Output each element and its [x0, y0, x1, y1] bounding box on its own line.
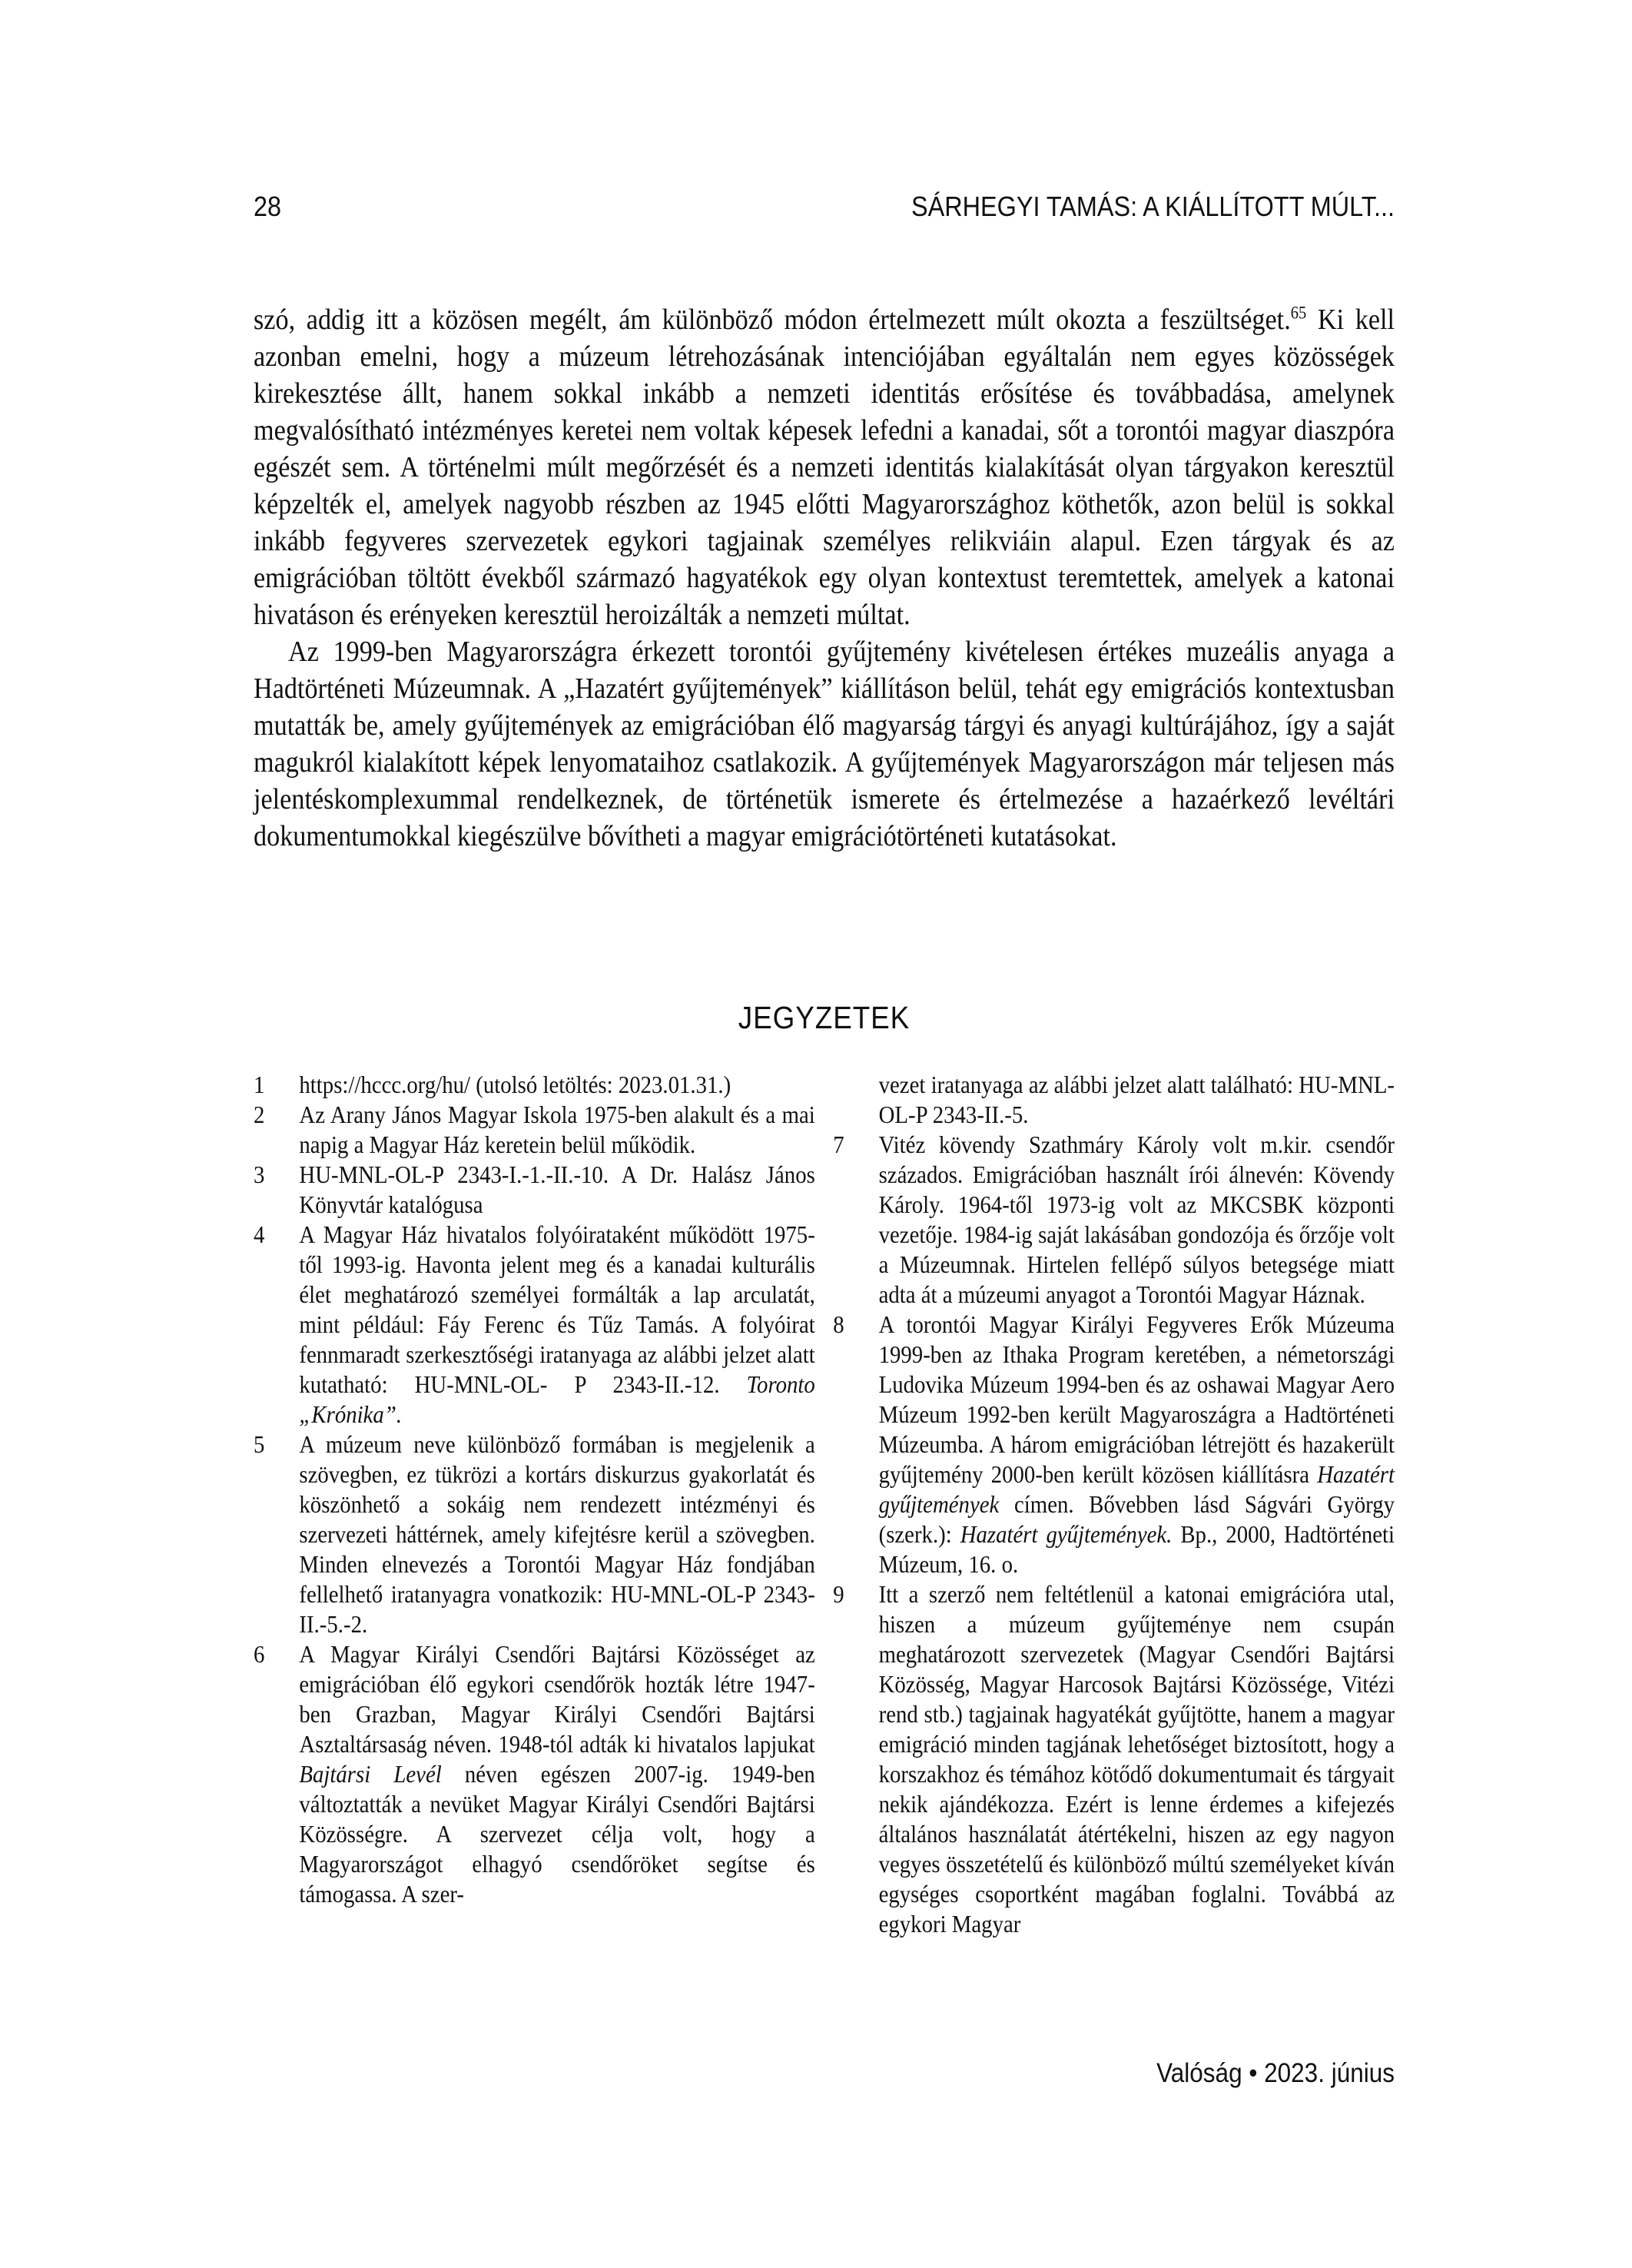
footnote-text: A múzeum neve különböző formában is megjelenik a szövegben, ez tükrözi a kortárs diskurzus gyakorlatát és köszönhető a sokáig nem rendezett intézményi és szervezeti háttérnek, amely kifejtésre kerül a szövegben. Minden elnevezés a Torontói Magyar Ház fondjában fellelhető iratanyagra vonatkozik: HU-MNL-OL-P 2343-II.-5.-2. — [299, 1430, 815, 1638]
notes-heading: JEGYZETEK — [738, 1000, 911, 1035]
footnote-number: 5 — [254, 1430, 265, 1458]
footnote-number: 9 — [833, 1580, 844, 1608]
footnote-text: Az Arany János Magyar Iskola 1975-ben alakult és a mai napig a Magyar Ház keretein belül működik. — [299, 1101, 815, 1158]
footnote-item — [833, 1070, 1395, 1130]
footnote-number: 7 — [833, 1131, 844, 1158]
italic-text-segment: Toronto „Krónika”. — [299, 1370, 815, 1428]
running-footer — [1156, 2058, 1395, 2089]
running-title: SÁRHEGYI TAMÁS: A KIÁLLÍTOTT MÚLT... — [911, 191, 1395, 222]
footnote-text: vezet iratanyaga az alábbi jelzet alatt található: HU-MNL-OL-P 2343-II.-5. — [878, 1071, 1395, 1128]
footnote-item — [254, 1160, 815, 1220]
footnote-item — [254, 1100, 815, 1160]
footnote-text: Itt a szerző nem feltétlenül a katonai emigrációra utal, hiszen a múzeum gyűjteménye nem csupán meghatározott szervezetek (Magyar Csendőri Bajtársi Közösség, Magyar Harcosok Bajtársi Közössége, Vitézi rend stb.) tagjainak hagyatékát gyűjtötte, hanem a magyar emigráció minden tagjának lehetőséget biztosított, hogy a korszakhoz és témához kötődő dokumentumait és tárgyait nekik ajándékozza. Ezért is lenne érdemes a kifejezés általános használatát átértékelni, hiszen az egy nagyon vegyes összetételű és különböző múltú személyeket kíván egységes csoportként magában foglalni. Továbbá az egykori Magyar — [878, 1580, 1395, 1938]
page-number: 28 — [254, 191, 282, 222]
footnote-item — [254, 1070, 815, 1100]
running-header — [254, 192, 1395, 221]
footnote-item — [833, 1310, 1395, 1579]
footnote-number: 3 — [254, 1161, 265, 1188]
article-body — [254, 301, 1395, 855]
notes-column-left — [254, 1070, 815, 1939]
footnote-text: https://hccc.org/hu/ (utolsó letöltés: 2023.01.31.) — [299, 1071, 731, 1098]
footnote-text: HU-MNL-OL-P 2343-I.-1.-II.-10. A Dr. Halász János Könyvtár katalógusa — [299, 1161, 815, 1218]
italic-text-segment: Hazatért gyűjtemények — [878, 1460, 1395, 1518]
footnote-number: 1 — [254, 1071, 265, 1098]
footnote-number: 4 — [254, 1220, 265, 1248]
footnote-text: A torontói Magyar Királyi Fegyveres Erők Múzeuma 1999-ben az Ithaka Program keretében, a németországi Ludovika Múzeum 1994-ben és az oshawai Magyar Aero Múzeum 1992-ben került Magyaroszágra a Hadtörténeti Múzeumba. A három emigrációban létrejött és hazakerült gyűjtemény 2000-ben került közösen kiállításra Hazatért gyűjtemények címen. Bővebben lásd Ságvári György (szerk.): Hazatért gyűjtemények. Bp., 2000, Hadtörténeti Múzeum, 16. o. — [878, 1310, 1395, 1578]
footnote-number: 8 — [833, 1310, 844, 1338]
body-paragraph: szó, addig itt a közösen megélt, ám különböző módon értelmezett múlt okozta a feszültséget.$^{65}$ Ki kell azonban emelni, hogy a múzeum létrehozásának intenciójában egyáltalán nem egyes közösségek kirekesztése állt, hanem sokkal inkább a nemzeti identitás erősítése és továbbadása, amelynek megvalósítható intézményes keretei nem voltak képesek lefedni a kanadai, sőt a torontói magyar diaszpóra egészét sem. A történelmi múlt megőrzését és a nemzeti identitás kialakítását olyan tárgyakon keresztül képzelték el, amelyek nagyobb részben az 1945 előtti Magyarországhoz köthetők, azon belül is sokkal inkább fegyveres szervezetek egykori tagjainak személyes relikviáin alapul. Ezen tárgyak és az emigrációban töltött évekből származó hagyatékok egy olyan kontextust teremtettek, amelyek a katonai hivatáson és erényeken keresztül heroizálták a nemzeti múltat. — [254, 303, 1395, 631]
footnote-item — [833, 1579, 1395, 1939]
italic-text-segment: Hazatért gyűjtemények. — [960, 1520, 1173, 1548]
italic-text-segment: Bajtársi Levél — [299, 1760, 442, 1788]
footnote-text: A Magyar Királyi Csendőri Bajtársi Közösséget az emigrációban élő egykori csendőrök hozták létre 1947-ben Grazban, Magyar Királyi Csendőri Bajtársi Asztaltársaság néven. 1948-tól adták ki hivatalos lapjukat Bajtársi Levél néven egészen 2007-ig. 1949-ben változtatták a nevüket Magyar Királyi Csendőri Bajtársi Közösségre. A szervezet célja volt, hogy a Magyarországot elhagyó csendőröket segítse és támogassa. A szer- — [299, 1640, 815, 1908]
footnote-item — [254, 1430, 815, 1639]
page-content — [254, 0, 1395, 2268]
notes-section — [254, 1070, 1395, 1939]
notes-column-right — [833, 1070, 1395, 1939]
footnote-reference: 65 — [1290, 303, 1307, 323]
footnote-text: Vitéz kövendy Szathmáry Károly volt m.kir. csendőr százados. Emigrációban használt írói álnevén: Kövendy Károly. 1964-től 1973-ig volt az MKCSBK központi vezetője. 1984-ig saját lakásában gondozója és őrzője volt a Múzeumnak. Hirtelen fellépő súlyos betegsége miatt adta át a múzeumi anyagot a Torontói Magyar Háznak. — [878, 1131, 1395, 1308]
journal-issue-label: Valóság • 2023. június — [1156, 2058, 1395, 2088]
footnote-number: 6 — [254, 1640, 265, 1668]
footnote-text: A Magyar Ház hivatalos folyóirataként működött 1975-től 1993-ig. Havonta jelent meg és a kanadai kulturális élet meghatározó személyei formálták a lap arculatát, mint például: Fáy Ferenc és Tűz Tamás. A folyóirat fennmaradt szerkesztőségi iratanyaga az alábbi jelzet alatt kutatható: HU-MNL-OL- P 2343-II.-12. Toronto „Krónika”. — [299, 1220, 815, 1428]
footnote-number: 2 — [254, 1101, 265, 1128]
footnote-item — [833, 1130, 1395, 1310]
footnote-item — [254, 1639, 815, 1909]
footnote-number — [833, 1070, 878, 1130]
footnote-item — [254, 1220, 815, 1430]
body-paragraph: Az 1999-ben Magyarországra érkezett torontói gyűjtemény kivételesen értékes muzeális anyaga a Hadtörténeti Múzeumnak. A „Hazatért gyűjtemények” kiállításon belül, tehát egy emigrációs kontextusban mutatták be, amely gyűjtemények az emigrációban élő magyarság tárgyi és anyagi kultúrájához, így a saját magukról kialakított képek lenyomataihoz csatlakozik. A gyűjtemények Magyarországon már teljesen más jelentéskomplexummal rendelkeznek, de történetük ismerete és értelmezése a hazaérkező levéltári dokumentumokkal kiegészülve bővítheti a magyar emigrációtörténeti kutatásokat. — [254, 636, 1395, 852]
